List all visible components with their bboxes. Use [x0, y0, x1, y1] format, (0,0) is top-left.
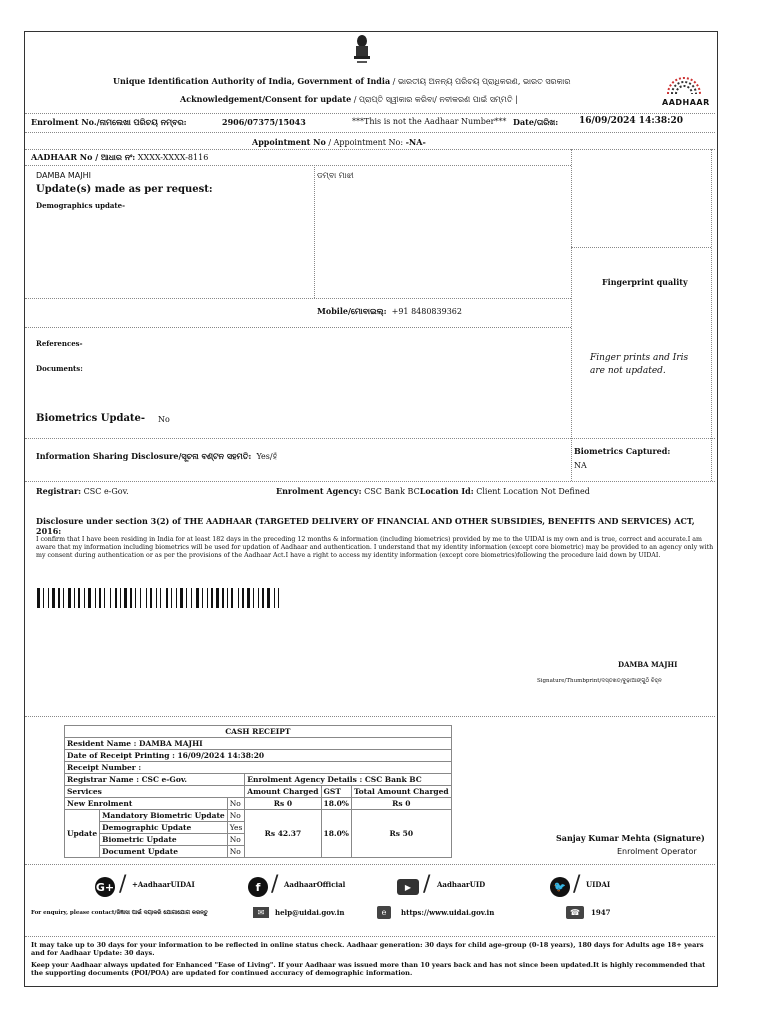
biometrics-captured-value: NA [574, 461, 587, 470]
row-flag: Yes [227, 822, 245, 834]
signature-label: Signature/Thumbprint/ଦସ୍ତଖତ/ବୁଢ଼ାଆଙ୍ଗୁଠି ଚିହ୍ନ [537, 678, 662, 684]
references-label: References- [36, 339, 83, 348]
facebook-handle[interactable]: AadhaarOfficial [284, 880, 346, 889]
table-row: Biometric Update [100, 834, 228, 846]
resident-name-en: DAMBA MAJHI [36, 171, 92, 180]
biometrics-update-label: Biometrics Update- [36, 413, 146, 424]
col-amount: Amount Charged [245, 786, 321, 798]
national-emblem-icon [350, 33, 374, 67]
facebook-icon: f [248, 877, 268, 897]
col-services: Services [65, 786, 245, 798]
email-link[interactable]: help@uidai.gov.in [275, 908, 345, 917]
receipt-registrar: Registrar Name : CSC e-Gov. [65, 774, 245, 786]
resident-name-or: ଡମ୍ବା ମାଝୀ [317, 171, 354, 180]
website-link[interactable]: https://www.uidai.gov.in [401, 908, 495, 917]
email-icon: ✉ [253, 907, 269, 918]
disclosure-body: I confirm that I have been residing in India for at least 182 days in the preceding 12 months & information (including biometrics) provided by me to the UIDAI is my own and is true, correct and accurate.I am aware that my information including biometrics will be used for updation of Aadhaar and authentication. I understand that my identity information (except core biometric) may be provided to an agency only with my consent during authentication or as per the provisions of the Aadhaar Act.I have a right to access my identity information (except core biometrics)following the procedure laid down by UIDAI. [36, 536, 714, 560]
aadhaar-logo-text: AADHAAR [662, 98, 710, 107]
gplus-handle[interactable]: +AadhaarUIDAI [132, 880, 195, 889]
enquiry-label: For enquiry, please contact/ଜିଜ୍ଞାସା ପାଇଁ ଦୟାକରି ଯୋଗାଯୋଗ କରନ୍ତୁ [31, 910, 208, 916]
receipt-title: CASH RECEIPT [65, 726, 452, 738]
cash-receipt-table [64, 725, 452, 858]
phone-icon: ☎ [566, 906, 584, 919]
fingerprint-quality-label: Fingerprint quality [602, 277, 688, 287]
date-value: 16/09/2024 14:38:20 [579, 116, 684, 126]
registrar: Registrar: CSC e-Gov. [36, 486, 129, 496]
barcode [37, 588, 333, 608]
google-plus-icon: G+ [95, 877, 115, 897]
update-amount: Rs 42.37 [245, 810, 321, 858]
web-icon: e [377, 906, 391, 919]
date-label: Date/ତାରିଖ: [513, 117, 559, 127]
appointment: Appointment No / Appointment No: -NA- [252, 137, 426, 147]
documents-label: Documents: [36, 364, 83, 373]
row-flag: No [227, 846, 245, 858]
col-gst: GST [321, 786, 351, 798]
new-total: Rs 0 [351, 798, 451, 810]
enrolment-label: Enrolment No./ନାମଲେଖା ପରିଚୟ ନମ୍ବର: [31, 117, 187, 127]
row-flag: No [227, 810, 245, 822]
demographics-update: Demographics update- [36, 201, 126, 210]
update-label: Update [65, 810, 100, 858]
mobile: Mobile/ମୋବାଇଲ୍: +91 8480839362 [317, 306, 462, 316]
biometrics-update-value: No [158, 415, 170, 424]
operator-name: Sanjay Kumar Mehta (Signature) [556, 833, 705, 843]
table-row: Document Update [100, 846, 228, 858]
receipt-date: Date of Receipt Printing : 16/09/2024 14:38:20 [65, 750, 452, 762]
table-row: Mandatory Biometric Update [100, 810, 228, 822]
update-gst: 18.0% [321, 810, 351, 858]
new-gst: 18.0% [321, 798, 351, 810]
ack-title: Acknowledgement/Consent for update / ପ୍ରାପ୍ତି ସ୍ୱୀକାର କରିବା/ ନବୀକରଣ ପାଇଁ ସମ୍ମତି | [180, 94, 518, 104]
sharing-disclosure: Information Sharing Disclosure/ସୂଚନା ବଣ୍ଟନ ସହମତି: Yes/ହଁ [36, 451, 278, 461]
table-row: Demographic Update [100, 822, 228, 834]
twitter-handle[interactable]: UIDAI [586, 880, 611, 889]
new-enrolment-flag: No [227, 798, 245, 810]
operator-role: Enrolment Operator [617, 847, 697, 856]
new-amount: Rs 0 [245, 798, 321, 810]
update-title: Update(s) made as per request: [36, 184, 213, 195]
twitter-icon: 🐦 [550, 877, 570, 897]
fingerprint-note: Finger prints and Iris are not updated. [590, 353, 689, 376]
org-title: Unique Identification Authority of India, Government of India / ଭାରତୀୟ ଅନନ୍ୟ ପରିଚୟ ପ୍ରାଧିକରଣ, ଭାରତ ସରକାର [113, 76, 571, 86]
row-flag: No [227, 834, 245, 846]
signature-name: DAMBA MAJHI [618, 660, 678, 669]
youtube-icon: ▶ [397, 879, 419, 895]
phone-number: 1947 [591, 908, 611, 917]
biometrics-captured-label: Biometrics Captured: [574, 446, 671, 456]
receipt-resident-name: Resident Name : DAMBA MAJHI [65, 738, 452, 750]
col-total: Total Amount Charged [351, 786, 451, 798]
receipt-agency: Enrolment Agency Details : CSC Bank BC [245, 774, 451, 786]
enrolment-agency: Enrolment Agency: CSC Bank BCLocation Id: Client Location Not Defined [276, 486, 590, 496]
update-total: Rs 50 [351, 810, 451, 858]
enrolment-number: 2906/07375/15043 [222, 117, 306, 127]
footer-note-2: Keep your Aadhaar always updated for Enhanced "Ease of Living". If your Aadhaar was issued more than 10 years back and has not since been updated.It is highly recommended that the supporting documents (POI/POA) are updated for continued accuracy of demographic information. [31, 961, 706, 978]
receipt-number: Receipt Number : [65, 762, 452, 774]
footer-note-1: It may take up to 30 days for your information to be reflected in online status check. Aadhaar generation: 30 days for child age-group (0-18 years), 180 days for Adults age 18+ years and for Aadhaar Update: 30 days. [31, 941, 704, 958]
disclosure-title: Disclosure under section 3(2) of THE AADHAAR (TARGETED DELIVERY OF FINANCIAL AND OTHER SUBSIDIES, BENEFITS AND SERVICES) ACT, 2016: [36, 516, 695, 536]
new-enrolment: New Enrolment [65, 798, 228, 810]
youtube-handle[interactable]: AadhaarUID [437, 880, 486, 889]
aadhaar-number: AADHAAR No / ଆଧାର ନଂ: XXXX-XXXX-8116 [31, 152, 209, 162]
not-aadhaar-note: ***This is not the Aadhaar Number*** [352, 117, 507, 126]
